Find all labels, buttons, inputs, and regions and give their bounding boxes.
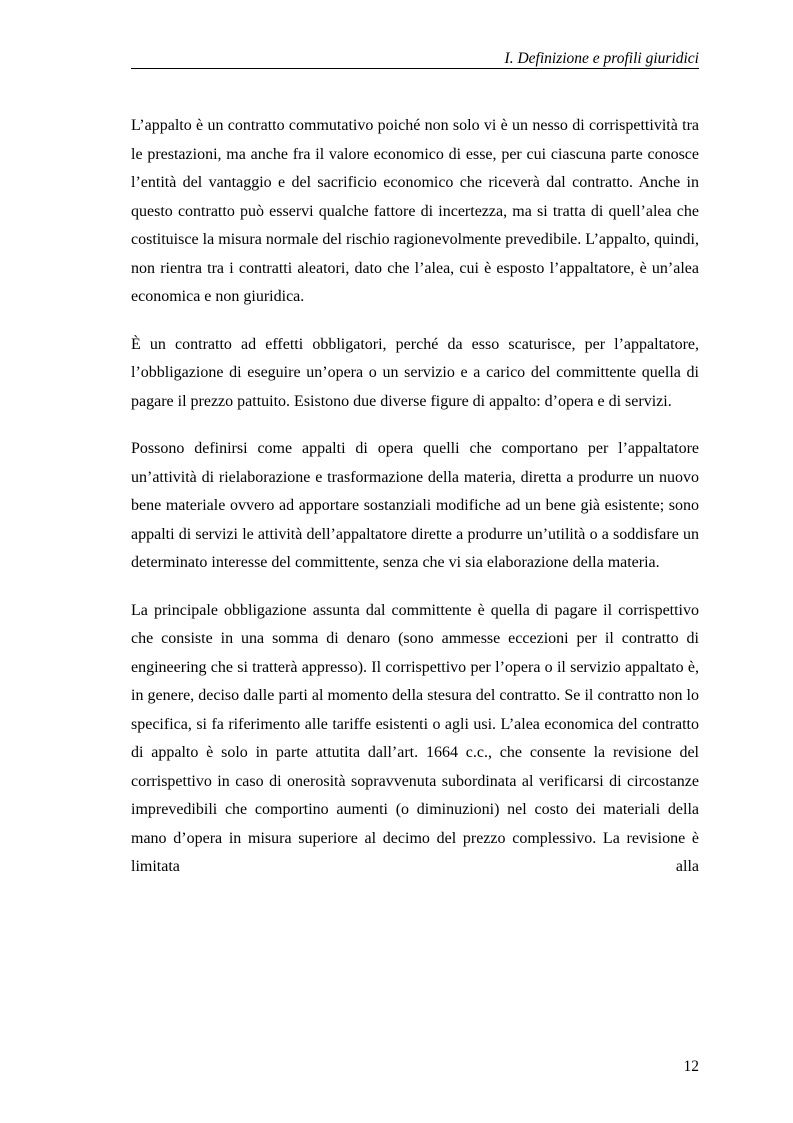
paragraph-works-and-services: Possono definirsi come appalti di opera quelli che comportano per l’appaltatore un’attività di rielaborazione e trasformazione della materia, diretta a produrre un nuovo bene materiale ovvero ad apportare sostanziali modifiche ad un bene già esistente; sono appalti di servizi le attività dell’appaltatore dirette a produrre un’utilità o a soddisfare un determinato interesse del committente, senza che vi sia elaborazione della materia.: [131, 440, 699, 571]
page-number: 12: [683, 1058, 699, 1075]
paragraph-commutative-contract: L’appalto è un contratto commutativo poiché non solo vi è un nesso di corrispettività tra le prestazioni, ma anche fra il valore economico di esse, per cui ciascuna parte conosce l’entità del vantaggio e del sacrificio economico che riceverà dal contratto. Anche in questo contratto può esservi qualche fattore di incertezza, ma si tratta di quell’alea che costituisce la misura normale del rischio ragionevolmente prevedibile. L’appalto, quindi, non rientra tra i contratti aleatori, dato che l’alea, cui è esposto l’appaltatore, è un’alea economica e non giuridica.: [131, 117, 699, 305]
body-text: [131, 112, 699, 901]
paragraph-consideration: La principale obbligazione assunta dal committente è quella di pagare il corrispettivo che consiste in una somma di denaro (sono ammesse eccezioni per il contratto di engineering che si tratterà appresso). Il corrispettivo per l’opera o il servizio appaltato è, in genere, deciso dalle parti al momento della stesura del contratto. Se il contratto non lo specifica, si fa riferimento alle tariffe esistenti o agli usi. L’alea economica del contratto di appalto è solo in parte attutita dall’art. 1664 c.c., che consente la revisione del corrispettivo in caso di onerosità sopravvenuta subordinata al verificarsi di circostanze imprevedibili che comportino aumenti (o diminuzioni) nel costo dei materiali della mano d’opera in misura superiore al decimo del prezzo complessivo. La revisione è limitata alla: [131, 601, 699, 875]
header-rule: [131, 68, 699, 69]
running-header: I. Definizione e profili giuridici: [504, 50, 699, 67]
paragraph-obligatory-effects: È un contratto ad effetti obbligatori, perché da esso scaturisce, per l’appaltatore, l’obbligazione di eseguire un’opera o un servizio e a carico del committente quella di pagare il prezzo pattuito. Esistono due diverse figure di appalto: d’opera e di servizi.: [131, 335, 699, 410]
